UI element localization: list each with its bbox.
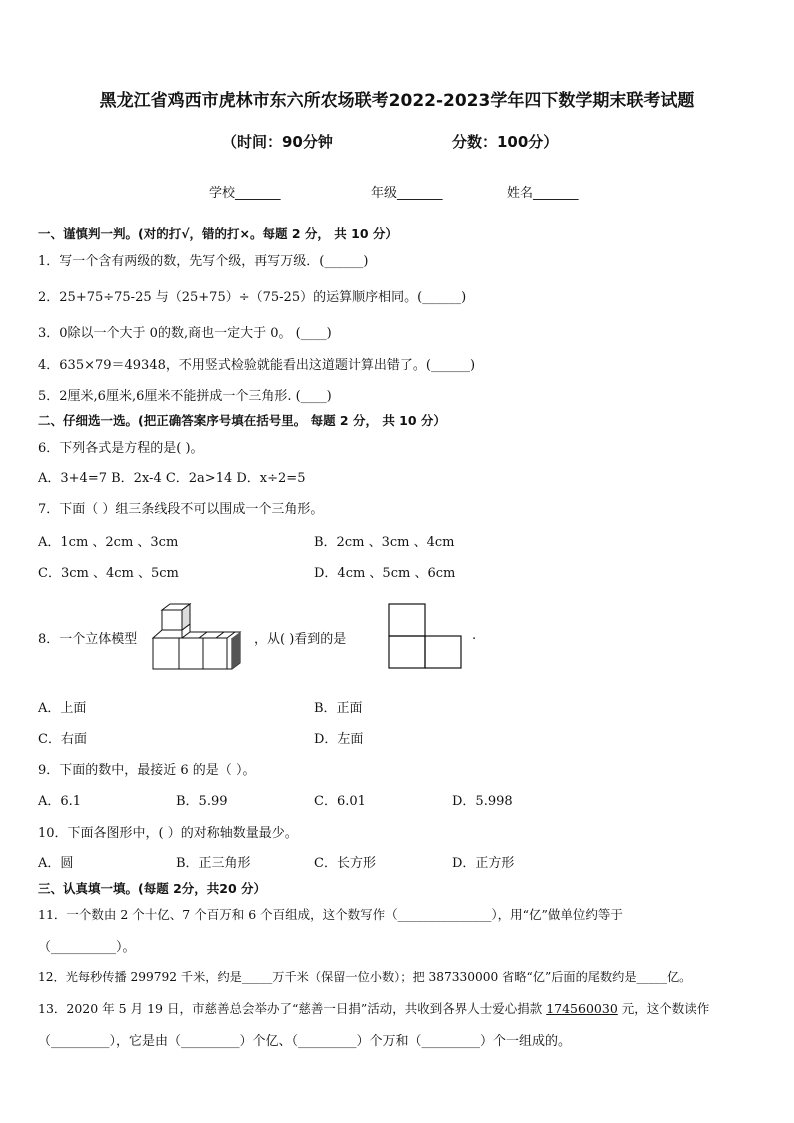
question-11-line-1: 11．一个数由 2 个十亿、7 个百万和 6 个百组成，这个数写作（_______________），用“亿”做单位约等于 <box>38 907 623 922</box>
exam-score: 分数：100分） <box>452 133 559 151</box>
question-10: 10．下面各图形中，( ）的对称轴数量最少。 <box>38 826 298 841</box>
question-9-option-a: A．6.1 <box>38 794 82 809</box>
question-8-option-d: D．左面 <box>314 732 364 747</box>
question-8-text-start: 8．一个立体模型 <box>38 632 138 647</box>
question-13-line-2: （_________），它是由（_________）个亿、（_________）个万和（_________）个一组成的。 <box>38 1034 572 1049</box>
question-10-option-b: B．正三角形 <box>176 856 251 871</box>
question-13-line-1 <box>38 999 709 1017</box>
question-9-option-c: C．6.01 <box>314 794 366 809</box>
view-figure <box>388 603 464 669</box>
question-7-option-b: B．2cm 、3cm 、4cm <box>314 535 455 550</box>
question-9-option-d: D．5.998 <box>452 794 513 809</box>
section-1-heading: 一、谨慎判一判。(对的打√，错的打×。每题 2 分， 共 10 分） <box>38 226 398 241</box>
question-8-text-end: . <box>472 628 477 643</box>
question-7-option-d: D．4cm 、5cm 、6cm <box>314 566 456 581</box>
question-9-option-b: B．5.99 <box>176 794 228 809</box>
question-8-option-b: B．正面 <box>314 701 363 716</box>
page-title: 黑龙江省鸡西市虎林市东六所农场联考2022-2023学年四下数学期末联考试题 <box>99 91 695 111</box>
school-field[interactable]: 学校_______ <box>209 186 281 201</box>
question-8-text-middle: ，从( )看到的是 <box>254 632 347 647</box>
question-2: 2．25+75÷75-25 与（25+75）÷（75-25）的运算顺序相同。(______) <box>38 290 467 305</box>
question-8-option-c: C．右面 <box>38 732 87 747</box>
question-6: 6．下列各式是方程的是( )。 <box>38 441 204 456</box>
question-13-text-b: 元，这个数读作 <box>617 1001 710 1016</box>
question-6-options: A．3+4=7 B．2x-4 C．2a>14 D．x÷2=5 <box>38 471 306 486</box>
question-11-line-2: （__________）。 <box>38 940 136 955</box>
question-4: 4．635×79＝49348，不用竖式检验就能看出这道题计算出错了。(______) <box>38 358 476 373</box>
solid-model-figure <box>150 602 245 672</box>
question-13-amount: 174560030 <box>546 1001 618 1016</box>
question-7-option-c: C．3cm 、4cm 、5cm <box>38 566 179 581</box>
exam-time: （时间：90分钟 <box>222 133 333 151</box>
question-12: 12．光每秒传播 299792 千米，约是_____万千米（保留一位小数）；把 387330000 省略“亿”后面的尾数约是_____亿。 <box>38 970 692 984</box>
question-1: 1．写一个含有两级的数，先写个级，再写万级．(______) <box>38 254 369 269</box>
question-10-option-d: D．正方形 <box>452 856 515 871</box>
section-3-heading: 三、认真填一填。(每题 2分，共20 分） <box>38 881 267 896</box>
question-3: 3．0除以一个大于 0的数,商也一定大于 0。 (____) <box>38 326 332 341</box>
question-10-option-a: A．圆 <box>38 856 74 871</box>
section-2-heading: 二、仔细选一选。(把正确答案序号填在括号里。 每题 2 分， 共 10 分） <box>38 413 446 428</box>
question-7: 7．下面（ ）组三条线段不可以围成一个三角形。 <box>38 502 324 517</box>
name-field[interactable]: 姓名_______ <box>507 186 579 201</box>
question-8-option-a: A．上面 <box>38 701 87 716</box>
question-5: 5．2厘米,6厘米,6厘米不能拼成一个三角形. (____) <box>38 389 332 404</box>
question-7-option-a: A．1cm 、2cm 、3cm <box>38 535 179 550</box>
grade-field[interactable]: 年级_______ <box>371 186 443 201</box>
question-9: 9．下面的数中，最接近 6 的是（ ）。 <box>38 763 256 778</box>
question-13-text-a: 13．2020 年 5 月 19 日，市慈善总会举办了“慈善一日捐”活动，共收到各界人士爱心捐款 <box>38 1001 547 1016</box>
question-10-option-c: C．长方形 <box>314 856 376 871</box>
